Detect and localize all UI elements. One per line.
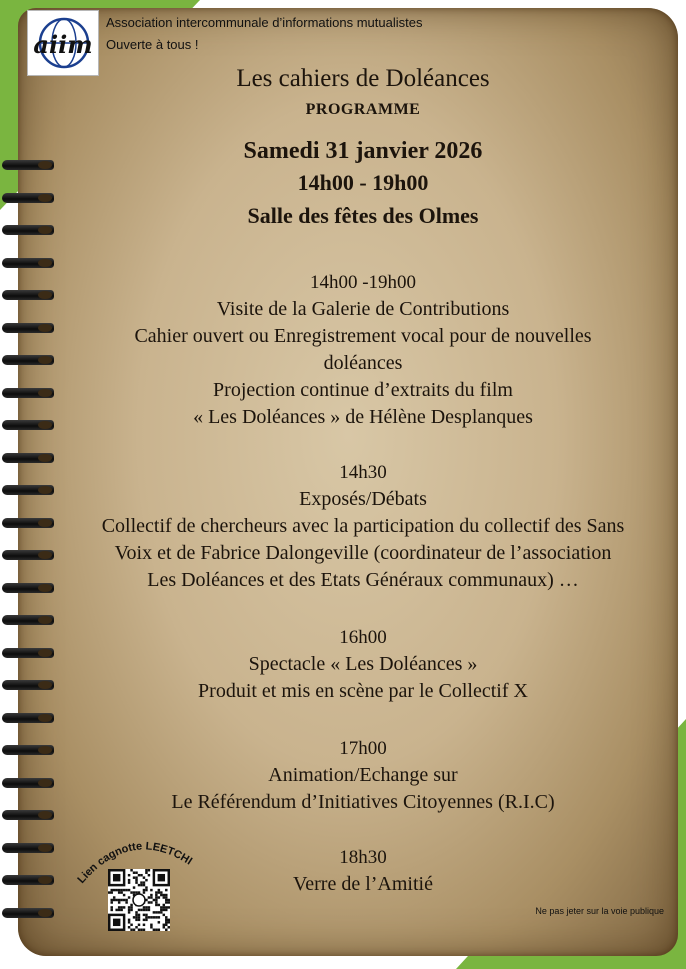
program-section-4 <box>40 735 686 816</box>
section-line: Projection continue d’extraits du film <box>213 379 513 401</box>
section-line: doléances <box>323 352 403 374</box>
section-line: Les Doléances et des Etats Généraux communaux) … <box>147 569 579 591</box>
section-line: Produit et mis en scène par le Collectif X <box>198 680 528 702</box>
spiral-ring <box>2 713 54 725</box>
section-line: Exposés/Débats <box>299 488 427 510</box>
section-line: Collectif de chercheurs avec la participation du collectif des Sans <box>101 515 625 537</box>
section-time: 14h30 <box>339 462 387 483</box>
event-hours: 14h00 - 19h00 <box>297 170 429 195</box>
event-title: Les cahiers de Doléances <box>236 65 490 92</box>
section-time: 18h30 <box>339 847 387 868</box>
section-line: « Les Doléances » de Hélène Desplanques <box>193 406 533 428</box>
leetchi-qr-code[interactable] <box>108 869 170 931</box>
section-line: Voix et de Fabrice Dalongeville (coordinateur de l’association <box>114 542 612 564</box>
association-info <box>106 12 422 56</box>
program-label: PROGRAMME <box>305 101 421 118</box>
association-name: Association intercommunale d’informations mutualistes <box>106 15 423 30</box>
section-line: Verre de l’Amitié <box>293 873 433 895</box>
event-place: Salle des fêtes des Olmes <box>247 203 479 228</box>
spiral-ring <box>2 908 54 920</box>
spiral-ring <box>2 258 54 270</box>
program-section-2 <box>40 459 686 594</box>
logo-text: aiim <box>33 30 93 59</box>
section-time: 14h00 -19h00 <box>309 272 417 293</box>
section-line: Le Référendum d’Initiatives Citoyennes (R.I.C) <box>171 791 555 813</box>
event-date: Samedi 31 janvier 2026 <box>243 138 483 164</box>
program-section-3 <box>40 624 686 705</box>
leetchi-text: Lien cagnotte LEETCHI <box>75 840 195 886</box>
section-line: Spectacle « Les Doléances » <box>248 653 478 675</box>
open-to-all: Ouverte à tous ! <box>106 37 199 52</box>
section-line: Animation/Echange sur <box>268 764 458 786</box>
section-time: 17h00 <box>339 738 387 759</box>
section-line: Cahier ouvert ou Enregistrement vocal pour de nouvelles <box>134 325 592 347</box>
program-section-1 <box>40 269 686 431</box>
footer-note: Ne pas jeter sur la voie publique <box>535 906 664 916</box>
section-line: Visite de la Galerie de Contributions <box>216 298 510 320</box>
section-time: 16h00 <box>339 627 387 648</box>
